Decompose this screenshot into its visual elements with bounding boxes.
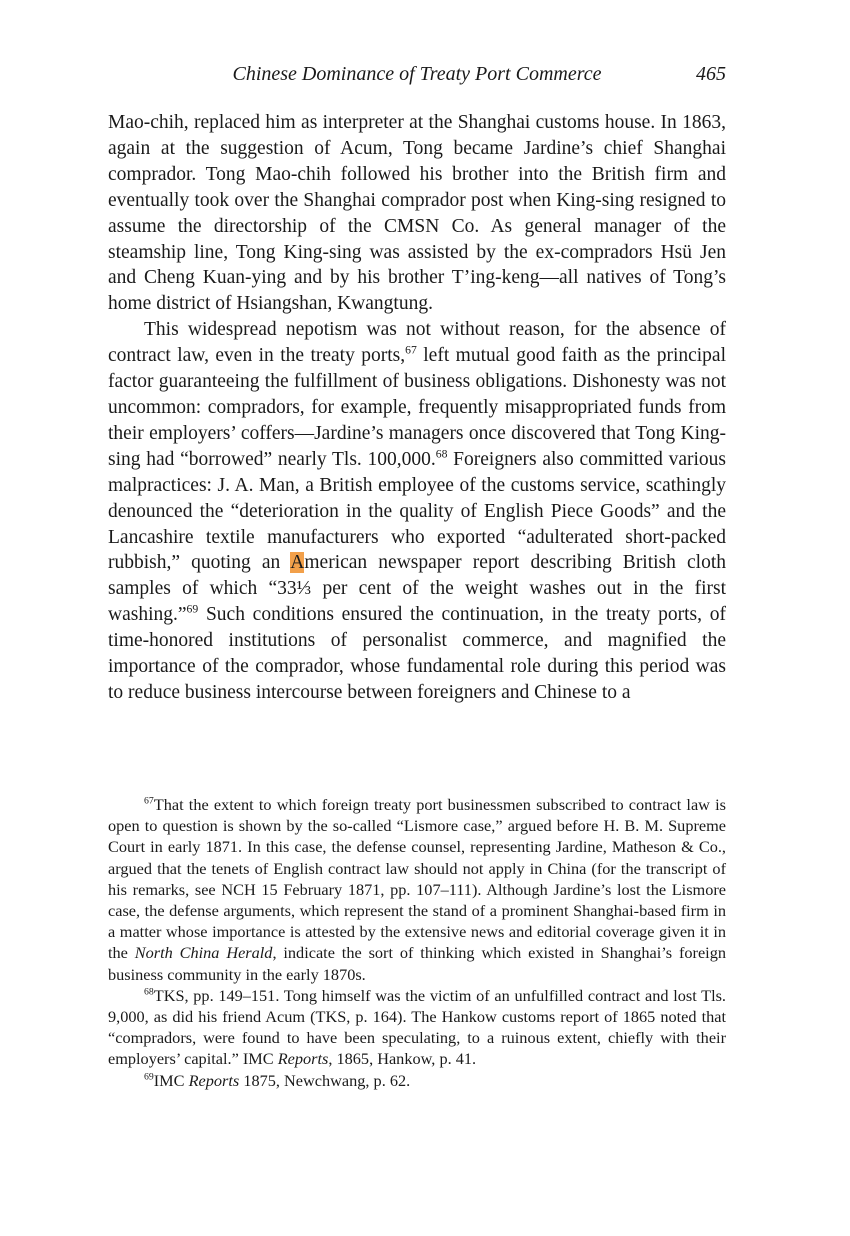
footnote-69-text-b: 1875, Newchwang, p. 62. — [239, 1070, 411, 1090]
footnote-67-text-a: That the extent to which foreign treaty port businessmen subscribed to contract law is open to question is shown by the so-called “Lismore case,” argued before H. B. M. Supreme Court in early 1871. In this case, the defense counsel, representing Jardine, Matheson & Co., argued that the tenets of English contract law should not apply in China (for the transcript of his remarks, see NCH 15 February 1871, pp. 107–111). Although Jardine’s lost the Lismore case, the defense arguments, which represent the stand of a prominent Shanghai-based firm in a matter whose importance is attested by the extensive news and editorial coverage given it in the — [108, 795, 726, 963]
footnote-69-text-a: IMC — [153, 1070, 189, 1090]
footnote-ref-69[interactable]: 69 — [186, 602, 199, 616]
paragraph-2-part-e: newspaper report describing British cloth samples of which “33⅓ per cent of the weight washes out in the first washing.” — [108, 552, 727, 626]
paragraph-2 — [108, 317, 726, 706]
highlighted-word — [290, 552, 367, 573]
footnote-ref-67[interactable]: 67 — [405, 343, 417, 357]
running-title: Chinese Dominance of Treaty Port Commerce — [232, 63, 602, 85]
page-number: 465 — [696, 63, 726, 85]
footnote-number-69: 69 — [144, 1071, 154, 1083]
page-header — [108, 60, 726, 90]
highlight-mark: A — [290, 552, 305, 574]
footnote-number-67: 67 — [144, 795, 154, 807]
footnote-number-68: 68 — [144, 986, 154, 998]
paragraph-1: Mao-chih, replaced him as interpreter at the Shanghai customs house. In 1863, again at the suggestion of Acum, Tong became Jardine’s chief Shanghai comprador. Tong Mao-chih followed his brother into the British firm and eventually took over the Shanghai comprador post when King-sing resigned to assume the directorship of the CMSN Co. As general manager of the steamship line, Tong King-sing was assisted by the ex-compradors Hsü Jen and Cheng Kuan-ying and by his brother T’ing-keng—all natives of Tong’s home district of Hsiangshan, Kwangtung. — [108, 112, 726, 315]
highlighted-word-rest: merican — [304, 552, 368, 574]
footnote-ref-68[interactable]: 68 — [435, 447, 448, 461]
paragraph-2-part-b: left mutual good faith as the principal factor guaranteeing the fulfillment of business obligations. Dishonesty was not uncommon: compradors, for example, frequently misappropriated funds from their employers’ coffers—Jardine’s managers once discovered that Tong King-sing had “borrowed” nearly Tls. 100,000. — [108, 345, 727, 470]
footnote-68-italic: Reports — [277, 1049, 329, 1069]
paragraph-2-part-a: This widespread nepotism was not without reason, for the absence of contract law, even in the treaty ports, — [108, 319, 726, 367]
footnote-68 — [108, 985, 726, 1070]
footnote-69 — [108, 1070, 726, 1091]
footnote-67 — [108, 794, 726, 985]
body-text — [108, 110, 726, 706]
footnote-68-text-b: , 1865, Hankow, p. 41. — [328, 1049, 477, 1069]
paragraph-2-part-c: Foreigners also committed various malpractices: J. A. Man, a British employee of the customs service, scathingly denounced the “deterioration in the quality of English Piece Goods” and the Lancashire textile manufacturers who exported “adulterated short-packed rubbish,” quoting an — [108, 448, 726, 574]
footnote-67-italic: North China Herald — [134, 943, 273, 963]
paragraph-2-part-f: Such conditions ensured the continuation, in the treaty ports, of time-honored institutions of personalist commerce, and magnified the importance of the comprador, whose fundamental role during this period was to reduce business intercourse between foreigners and Chinese to a — [108, 604, 726, 703]
footnote-67-text-b: , indicate the sort of thinking which existed in Shanghai’s foreign business community in the early 1870s. — [108, 943, 726, 984]
footnotes — [108, 794, 726, 1091]
footnote-68-text-a: TKS, pp. 149–151. Tong himself was the victim of an unfulfilled contract and lost Tls. 9,000, as did his friend Acum (TKS, p. 164). The Hankow customs report of 1865 noted that “compradors, were found to have been speculating, to a ruinous extent, chiefly with their employers’ capital.” IMC — [108, 985, 726, 1069]
footnote-69-italic: Reports — [188, 1070, 240, 1090]
